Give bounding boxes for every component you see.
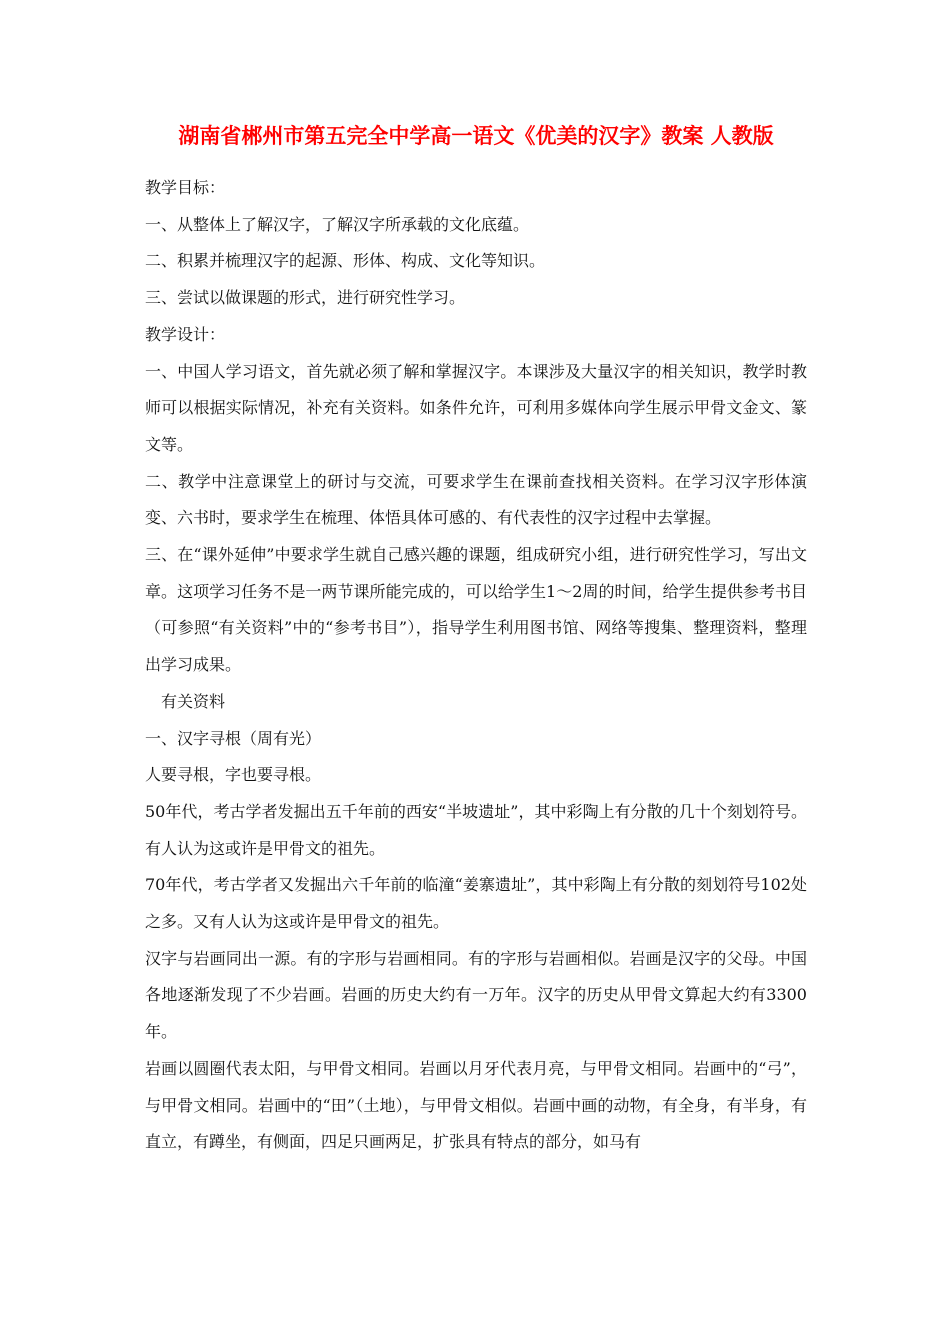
goals-heading: 教学目标： — [145, 178, 226, 197]
design-paragraph: 二、教学中注意课堂上的研讨与交流，可要求学生在课前查找相关资料。在学习汉字形体演变、六书时，要求学生在梳理、体悟具体可感的、有代表性的汉字过程中去掌握。 — [145, 471, 807, 528]
body-paragraph: 汉字与岩画同出一源。有的字形与岩画相同。有的字形与岩画相似。岩画是汉字的父母。中国各地逐渐发现了不少岩画。岩画的历史大约有一万年。汉字的历史从甲骨文算起大约有3300年。 — [145, 948, 807, 1042]
materials-heading: 有关资料 — [161, 691, 226, 711]
section-title: 一、汉字寻根（周有光） — [145, 728, 322, 748]
goal-item: 二、积累并梳理汉字的起源、形体、构成、文化等知识。 — [145, 251, 546, 271]
design-heading: 教学设计： — [145, 324, 226, 344]
body-paragraph: 70年代，考古学者又发掘出六千年前的临潼“姜寨遗址”，其中彩陶上有分散的刻划符号102处之多。又有人认为这或许是甲骨文的祖先。 — [145, 875, 807, 932]
design-paragraph: 一、中国人学习语文，首先就必须了解和掌握汉字。本课涉及大量汉字的相关知识，教学时教师可以根据实际情况，补充有关资料。如条件允许，可利用多媒体向学生展示甲骨文金文、篆文等。 — [145, 361, 807, 454]
goal-item: 三、尝试以做课题的形式，进行研究性学习。 — [145, 288, 466, 308]
document-title: 湖南省郴州市第五完全中学高一语文《优美的汉字》教案 人教版 — [178, 124, 774, 148]
goal-item: 一、从整体上了解汉字，了解汉字所承载的文化底蕴。 — [145, 214, 530, 234]
document-page — [145, 118, 807, 1161]
design-paragraph: 三、在“课外延伸”中要求学生就自己感兴趣的课题，组成研究小组，进行研究性学习，写出文章。这项学习任务不是一两节课所能完成的，可以给学生1～2周的时间，给学生提供参考书目（可参照“有关资料”中的“参考书目”），指导学生利用图书馆、网络等搜集、整理资料，整理出学习成果。 — [145, 545, 807, 675]
body-paragraph: 50年代，考古学者发掘出五千年前的西安“半坡遗址”，其中彩陶上有分散的几十个刻划符号。有人认为这或许是甲骨文的祖先。 — [145, 801, 807, 858]
body-paragraph: 岩画以圆圈代表太阳，与甲骨文相同。岩画以月牙代表月亮，与甲骨文相同。岩画中的“弓”，与甲骨文相同。岩画中的“田”（土地），与甲骨文相似。岩画中画的动物，有全身，有半身，有直立，有蹲坐，有侧面，四足只画两足，扩张具有特点的部分，如马有 — [145, 1058, 807, 1152]
body-paragraph: 人要寻根，字也要寻根。 — [145, 765, 322, 785]
